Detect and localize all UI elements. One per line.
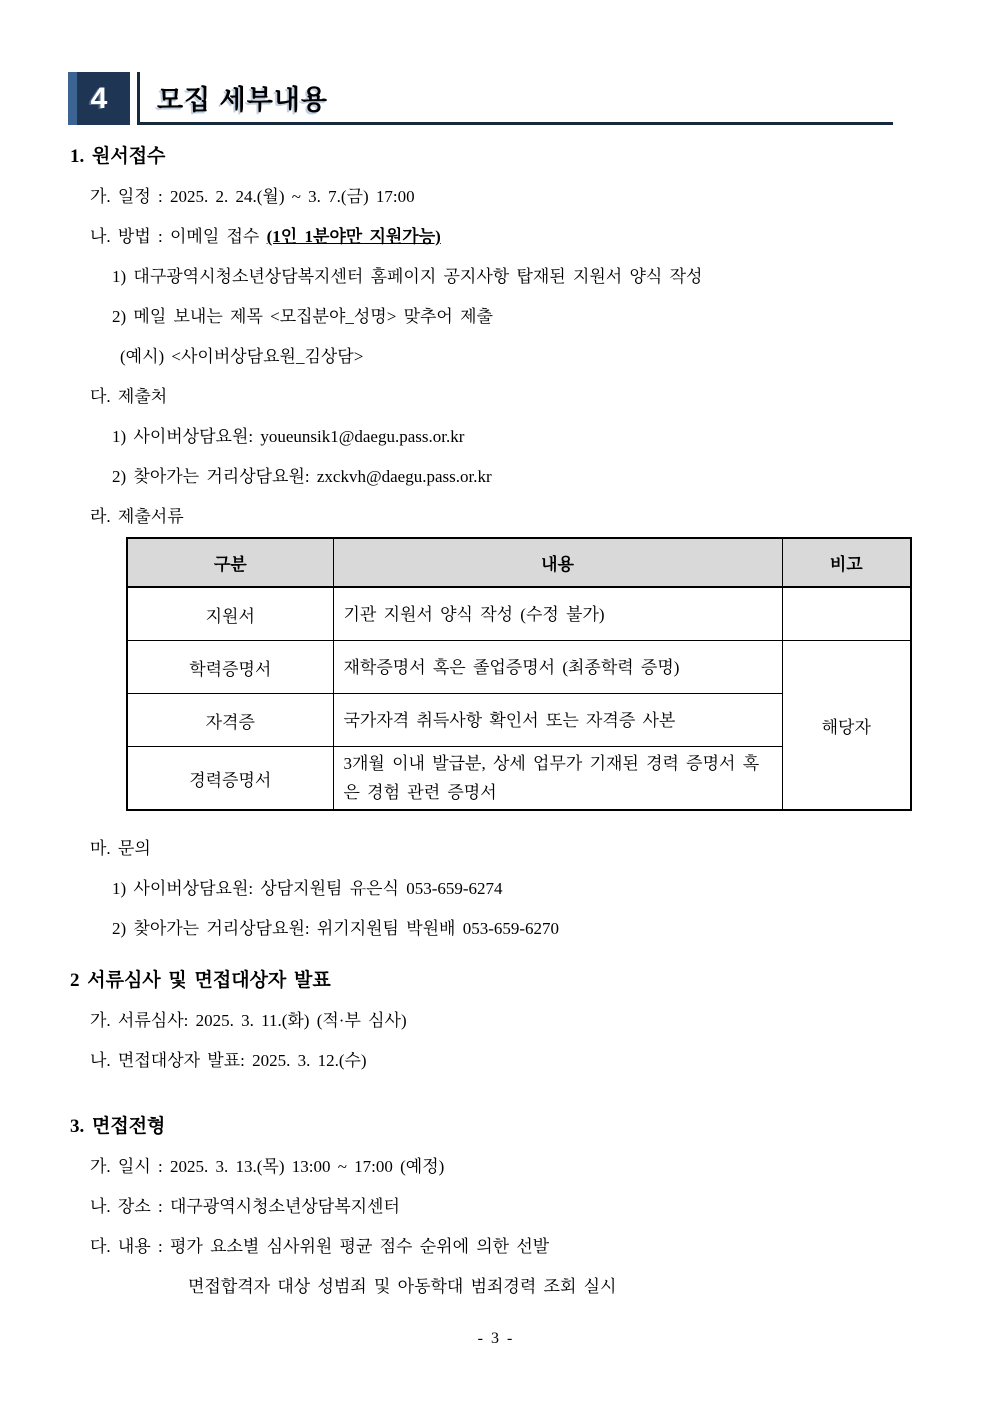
submit-email-cyber: 1) 사이버상담요원: youeunsik1@daegu.pass.or.kr: [112, 427, 465, 446]
submit-email-street: 2) 찾아가는 거리상담요원: zxckvh@daegu.pass.or.kr: [112, 467, 492, 486]
col-header-content: 내용: [333, 538, 782, 587]
section-title: 모집 세부내용: [157, 84, 328, 115]
interview-content-continued: 면접합격자 대상 성범죄 및 아동학대 범죄경력 조회 실시: [188, 1277, 617, 1296]
col-header-note: 비고: [782, 538, 911, 587]
heading-application: 1. 원서접수: [70, 146, 166, 167]
application-method: [90, 224, 904, 249]
contact-street: 2) 찾아가는 거리상담요원: 위기지원팀 박원배 053-659-6270: [112, 919, 560, 938]
application-method-prefix: 나. 방법 : 이메일 접수: [90, 227, 267, 246]
row-category: 경력증명서: [127, 747, 333, 811]
row-content: 3개월 이내 발급분, 상세 업무가 기재된 경력 증명서 혹은 경험 관련 증명서: [333, 747, 782, 811]
row-category: 지원서: [127, 587, 333, 641]
method-example: (예시) <사이버상담요원_김상담>: [120, 347, 364, 366]
page-number: - 3 -: [477, 1330, 515, 1347]
submit-to-heading: 다. 제출처: [90, 387, 168, 406]
interviewee-announcement: 나. 면접대상자 발표: 2025. 3. 12.(수): [90, 1051, 367, 1070]
table-header-row: [127, 538, 911, 587]
section-title-block: [137, 72, 893, 125]
section-number: 4: [90, 81, 108, 115]
contact-heading: 마. 문의: [90, 839, 151, 858]
application-schedule: 가. 일정 : 2025. 2. 24.(월) ~ 3. 7.(금) 17:00: [90, 187, 415, 206]
method-step-2: 2) 메일 보내는 제목 <모집분야_성명> 맞추어 제출: [112, 307, 493, 326]
required-documents-table: [126, 537, 912, 811]
interview-content: 다. 내용 : 평가 요소별 심사위원 평균 점수 순위에 의한 선발: [90, 1237, 550, 1256]
col-header-category: 구분: [127, 538, 333, 587]
document-body: [0, 144, 992, 1314]
application-method-restriction: (1인 1분야만 지원가능): [266, 227, 441, 246]
contact-cyber: 1) 사이버상담요원: 상담지원팀 유은식 053-659-6274: [112, 879, 503, 898]
heading-interview: 3. 면접전형: [70, 1116, 166, 1137]
row-content: 기관 지원서 양식 작성 (수정 불가): [333, 587, 782, 641]
heading-screening: 2 서류심사 및 면접대상자 발표: [70, 970, 331, 991]
row-content: 국가자격 취득사항 확인서 또는 자격증 사본: [333, 694, 782, 747]
row-note-empty: [782, 587, 911, 641]
section-number-box: [68, 72, 130, 125]
row-category: 자격증: [127, 694, 333, 747]
interview-location: 나. 장소 : 대구광역시청소년상담복지센터: [90, 1197, 400, 1216]
row-content: 재학증명서 혹은 졸업증명서 (최종학력 증명): [333, 641, 782, 694]
table-row: [127, 587, 911, 641]
screening-date: 가. 서류심사: 2025. 3. 11.(화) (적·부 심사): [90, 1011, 407, 1030]
number-box-accent-strip: [68, 72, 77, 125]
documents-heading: 라. 제출서류: [90, 507, 184, 526]
table-row: [127, 641, 911, 694]
method-step-1: 1) 대구광역시청소년상담복지센터 홈페이지 공지사항 탑재된 지원서 양식 작성: [112, 267, 703, 286]
row-category: 학력증명서: [127, 641, 333, 694]
section-banner: [68, 72, 893, 125]
merged-note-cell: 해당자: [782, 641, 911, 811]
interview-datetime: 가. 일시 : 2025. 3. 13.(목) 13:00 ~ 17:00 (예정): [90, 1157, 445, 1176]
